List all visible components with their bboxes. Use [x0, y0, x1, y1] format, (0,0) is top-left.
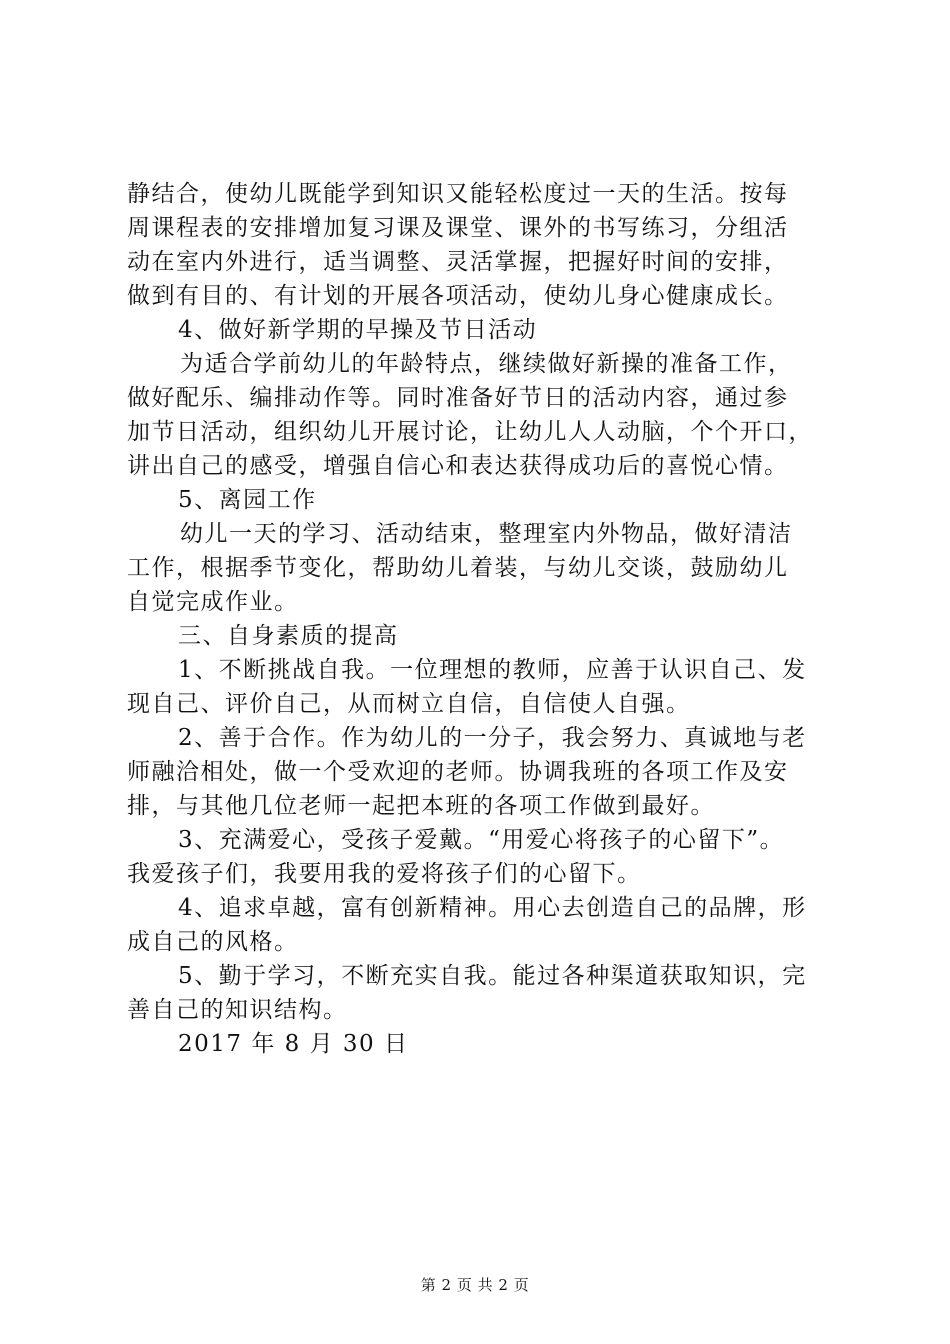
document-date: 2017 年 8 月 30 日 — [178, 1031, 409, 1057]
page-number: 第 2 页 共 2 页 — [420, 1276, 530, 1294]
paragraph-line: 幼儿一天的学习、活动结束，整理室内外物品，做好清洁 — [180, 521, 793, 547]
paragraph-line: 2、善于合作。作为幼儿的一分子，我会努力、真诚地与老 — [178, 725, 807, 751]
paragraph-line: 1、不断挑战自我。一位理想的教师，应善于认识自己、发 — [178, 657, 807, 683]
paragraph-line: 工作，根据季节变化，帮助幼儿着装，与幼儿交谈，鼓励幼儿 — [127, 555, 789, 581]
paragraph-line: 我爱孩子们，我要用我的爱将孩子们的心留下。 — [127, 861, 642, 887]
section-heading: 5、离园工作 — [178, 487, 317, 513]
paragraph-line: 4、追求卓越，富有创新精神。用心去创造自己的品牌，形 — [178, 895, 807, 921]
section-heading: 4、做好新学期的早操及节日活动 — [178, 317, 538, 343]
section-heading: 三、自身素质的提高 — [178, 623, 399, 649]
paragraph-line: 现自己、评价自己，从而树立自信，自信使人自强。 — [127, 691, 691, 717]
paragraph-line: 自觉完成作业。 — [127, 589, 299, 615]
paragraph-line: 周课程表的安排增加复习课及课堂、课外的书写练习，分组活 — [127, 215, 789, 241]
document-body — [127, 177, 842, 1061]
paragraph-line: 讲出自己的感受，增强自信心和表达获得成功后的喜悦心情。 — [127, 453, 789, 479]
paragraph-line: 做好配乐、编排动作等。同时准备好节日的活动内容，通过参 — [127, 385, 789, 411]
paragraph-line: 加节日活动，组织幼儿开展讨论，让幼儿人人动脑，个个开口， — [127, 419, 813, 445]
paragraph-line: 排，与其他几位老师一起把本班的各项工作做到最好。 — [127, 793, 715, 819]
paragraph-line: 3、充满爱心，受孩子爱戴。“用爱心将孩子的心留下”。 — [178, 827, 785, 853]
paragraph-line: 静结合，使幼儿既能学到知识又能轻松度过一天的生活。按每 — [127, 181, 789, 207]
paragraph-line: 为适合学前幼儿的年龄特点，继续做好新操的准备工作， — [180, 351, 793, 377]
page-footer — [0, 1274, 950, 1295]
paragraph-line: 动在室内外进行，适当调整、灵活掌握，把握好时间的安排， — [127, 249, 789, 275]
paragraph-line: 5、勤于学习，不断充实自我。能过各种渠道获取知识，完 — [178, 963, 807, 989]
paragraph-line: 做到有目的、有计划的开展各项活动，使幼儿身心健康成长。 — [127, 283, 789, 309]
paragraph-line: 师融洽相处，做一个受欢迎的老师。协调我班的各项工作及安 — [127, 759, 789, 785]
paragraph-line: 成自己的风格。 — [127, 929, 299, 955]
paragraph-line: 善自己的知识结构。 — [127, 997, 348, 1023]
